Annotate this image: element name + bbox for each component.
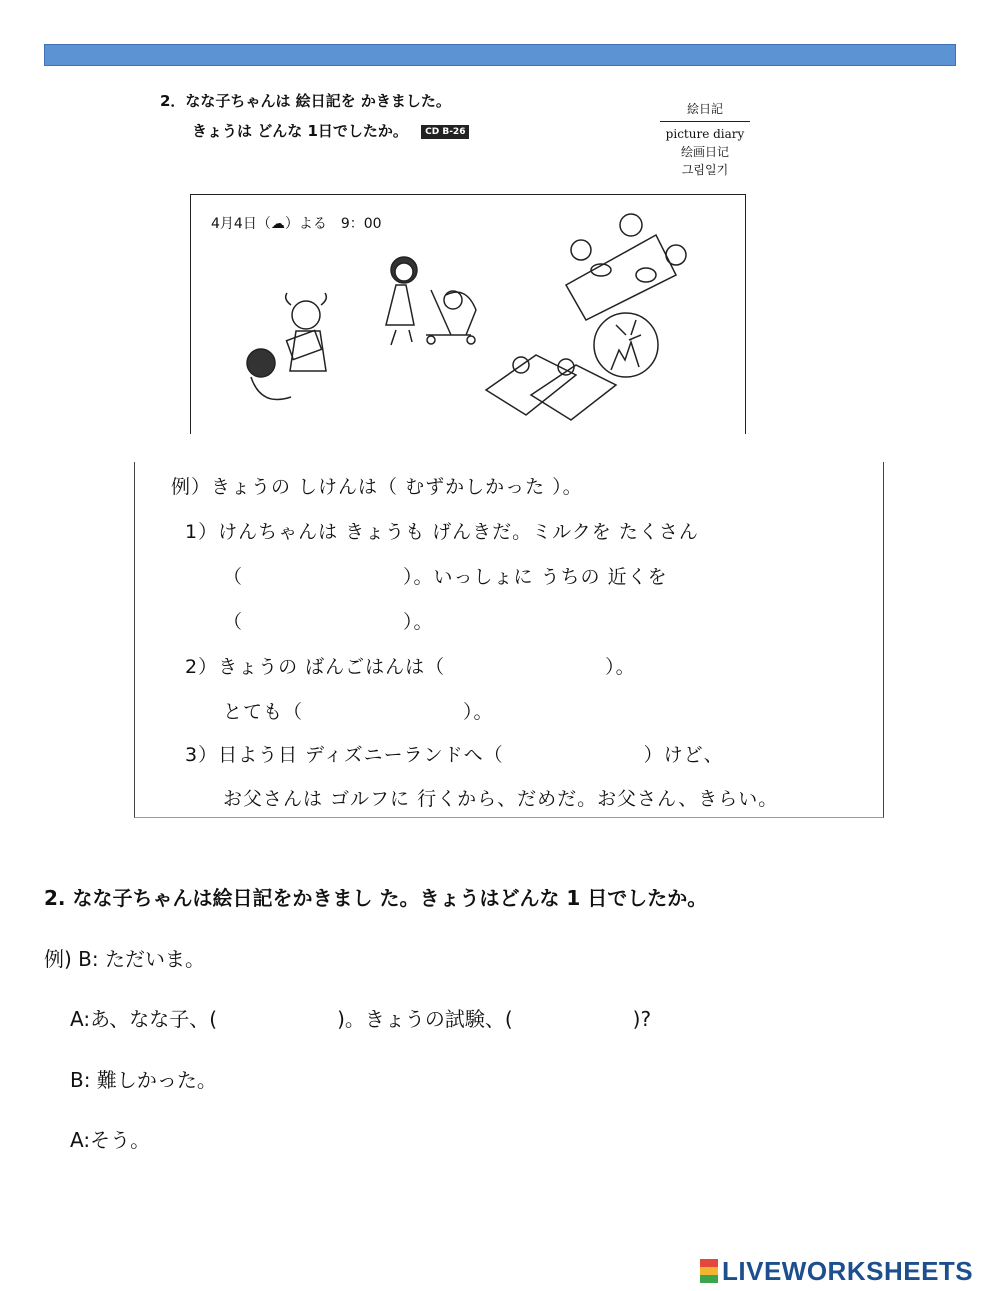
dialogue-line-a1: A:あ、なな子、( )。きょうの試験、( )? [70,1007,652,1031]
gloss-term: 絵日記 [686,102,723,116]
cd-label: CD B-26 [421,125,469,139]
exercise-1-line-3: （ ）。 [223,611,434,633]
question-text: なな子ちゃんは絵日記をかきまし た。きょうはどんな 1 日でしたか。 [72,886,708,910]
exercise-box [134,462,884,818]
top-banner [44,44,956,66]
gloss-chinese: 绘画日记 [680,145,729,159]
exercise-1-line-2: （ ）。いっしょに うちの 近くを [223,566,668,588]
vocab-gloss [660,100,750,179]
dialogue-line-b1: B: 難しかった。 [70,1068,217,1092]
exercise-3-line-1: 3）日よう日 ディズニーランドへ（ ）けど、 [185,744,724,766]
picture-diary-box [190,194,746,434]
dialogue-line-a2: A:そう。 [70,1128,151,1152]
exercise-2-line-1: 2）きょうの ばんごはんは（ ）。 [185,656,636,678]
dialogue-line-example: 例) B: ただいま。 [44,947,205,971]
diary-date: 4月4日（☁）よる 9：00 [211,216,382,232]
worksheet-heading [160,86,469,146]
heading-line-1: 2．なな子ちゃんは 絵日記を かきました。 [160,92,451,110]
heading-line-2: きょうは どんな 1日でしたか。 [192,122,408,140]
gloss-korean: 그림일기 [681,163,729,177]
gloss-divider [660,121,750,122]
exercise-2-line-2: とても（ ）。 [223,701,494,723]
liveworksheets-logo[interactable] [700,1256,973,1287]
gloss-english: picture diary [665,127,745,141]
exercise-1-line-1: 1）けんちゃんは きょうも げんきだ。ミルクを たくさん [185,521,699,543]
logo-icon [700,1259,718,1283]
question-title [44,882,707,911]
exercise-3-line-2: お父さんは ゴルフに 行くから、だめだ。お父さん、きらい。 [223,788,779,810]
exercise-example: 例）きょうの しけんは（ むずかしかった ）。 [171,476,583,498]
logo-text: LIVEWORKSHEETS [722,1256,974,1286]
question-number: 2. [44,886,66,910]
diary-illustration [191,195,747,435]
